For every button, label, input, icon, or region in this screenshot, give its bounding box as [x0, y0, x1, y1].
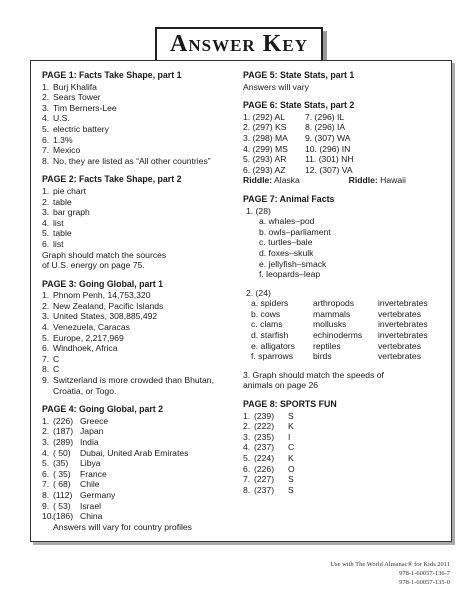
- answer-text: 12. (307) VA: [305, 164, 353, 175]
- answer-text: Switzerland is more crowded than Bhutan, Croatia, or Togo.: [53, 375, 214, 396]
- table-cell: arthropods: [313, 298, 355, 309]
- answer-text: Burj Khalifa: [53, 81, 97, 92]
- answer-text: 6. (293) AZ: [243, 164, 286, 175]
- table-cell: invertebrates: [378, 330, 428, 341]
- right-column: [243, 70, 446, 503]
- riddle-line: [243, 175, 446, 186]
- answer-text: K: [288, 453, 294, 463]
- footer-isbn: 978-1-60057-136-7: [399, 570, 450, 577]
- answer-text: 5. (293) AR: [243, 154, 287, 165]
- answer-text: Sears Tower: [53, 92, 101, 103]
- left-column: [42, 70, 238, 540]
- answer-text: table: [53, 228, 72, 239]
- note-text: Answers will vary: [243, 81, 309, 92]
- section-heading: PAGE 2: Facts Take Shape, part 2: [42, 174, 182, 185]
- table-cell: invertebrates: [378, 319, 428, 330]
- answer-text: 4. (299) MS: [243, 143, 288, 154]
- table-cell: vertebrates: [378, 308, 421, 319]
- section-heading: PAGE 8: SPORTS FUN: [243, 399, 337, 410]
- section-page-5: [243, 70, 446, 92]
- answer-text: 10. (296) IN: [305, 143, 351, 154]
- answer-text: C: [53, 353, 60, 364]
- section-page-7: [243, 194, 446, 391]
- table-cell: mammals: [313, 308, 351, 319]
- answer-text: New Zealand, Pacific Islands: [53, 300, 164, 311]
- answer-text: Mexico: [53, 145, 81, 156]
- answer-text: India: [80, 437, 99, 447]
- answer-text: United States, 308,885,492: [53, 311, 158, 322]
- table-cell: invertebrates: [378, 298, 428, 309]
- answer-text: 9. (307) WA: [305, 132, 351, 143]
- section-heading: PAGE 6: State Stats, part 2: [243, 100, 355, 111]
- question-number: 2. (24): [246, 287, 271, 298]
- section-page-6: [243, 100, 446, 186]
- table-cell: c. clams: [251, 319, 283, 330]
- answer-text: table: [53, 196, 72, 207]
- riddle-answer: Alaska: [274, 175, 300, 186]
- answer-text: K: [288, 421, 294, 432]
- answer-text: Tim Berners-Lee: [53, 102, 117, 113]
- table-cell: mollusks: [313, 319, 347, 330]
- answer-text: S: [288, 410, 294, 421]
- section-heading: PAGE 3: Going Global, part 1: [42, 278, 164, 289]
- table-cell: echinoderms: [313, 330, 363, 341]
- table-cell: e. alligators: [251, 340, 295, 351]
- answer-text: Chile: [80, 479, 100, 490]
- answer-text: d. foxes–skulk: [259, 247, 314, 258]
- answer-text: Windhoek, Africa: [53, 343, 118, 354]
- table-cell: reptiles: [313, 340, 341, 351]
- section-heading: PAGE 1: Facts Take Shape, part 1: [42, 70, 182, 80]
- table-cell: birds: [313, 351, 332, 362]
- answer-text: France: [80, 468, 107, 479]
- answer-text: Japan: [80, 426, 104, 437]
- answer-text: Germany: [80, 489, 116, 500]
- table-cell: d. starfish: [251, 330, 289, 341]
- answer-text: S: [288, 484, 294, 495]
- table-cell: vertebrates: [378, 340, 421, 351]
- answer-text: c. turtles–bale: [259, 237, 313, 248]
- answer-text: 7. (296) IL: [305, 111, 345, 122]
- section-page-2: PAGE 2: Facts Take Shape, part 2 1. pie chart 2. table 3. bar graph 4. list 5. table 6. list Graph should match the sources of U.S. energy on page 75.: [42, 174, 238, 270]
- answer-text: Israel: [80, 500, 102, 511]
- note-text: 3. Graph should match the speeds of animals on page 26: [243, 369, 384, 391]
- answer-text: list: [53, 238, 64, 249]
- answer-text: Greece: [80, 415, 109, 426]
- table-cell: f. sparrows: [251, 351, 294, 362]
- table-cell: vertebrates: [378, 351, 421, 362]
- footer-line: Use with The World Almanac® for Kids 2011: [330, 561, 450, 568]
- section-page-8: PAGE 8: SPORTS FUN 1. (239) S 2. (222) K 3. (235) I 4. (237) C 5. (224) K 6. (226) O 7. (227) S 8. (237) S: [243, 399, 446, 495]
- note-text: Graph should match the sources of U.S. energy on page 75.: [42, 249, 167, 271]
- question-number: 1. (28): [246, 205, 271, 216]
- riddle-label: Riddle:: [348, 175, 378, 186]
- answer-text: I: [288, 431, 291, 442]
- page-title: Answer Key: [155, 27, 323, 62]
- answer-text: b. owls–parliament: [259, 226, 331, 237]
- table-cell: b. cows: [251, 308, 281, 319]
- answer-text: No, they are listed as “All other countries”: [53, 155, 211, 166]
- section-page-1: PAGE 1: Facts Take Shape, part 1 1. Burj Khalifa 2. Sears Tower 3. Tim Berners-Lee 4. U.S. 5. electric battery 6. 1.3% 7. Mexico 8. No, they are listed as “All other countries”: [42, 70, 238, 166]
- answer-text: 2. (297) KS: [243, 122, 287, 133]
- riddle-label: Riddle:: [243, 175, 273, 186]
- answer-text: Libya: [80, 458, 101, 469]
- answer-text: Dubai, United Arab Emirates: [80, 447, 189, 458]
- answer-text: O: [288, 463, 295, 474]
- answer-text: China: [80, 511, 103, 522]
- answer-text: a. whales–pod: [259, 216, 315, 227]
- answer-text: bar graph: [53, 207, 90, 218]
- section-heading: PAGE 5: State Stats, part 1: [243, 70, 355, 80]
- section-page-3: PAGE 3: Going Global, part 1 1. Phnom Penh, 14,753,320 2. New Zealand, Pacific Islands 3. United States, 308,885,492 4. Venezuela, Caracas 5. Europe, 2,217,969 6. Windhoek, Africa 7. C 8. C 9. Switzerland is more crowded than Bhutan, Croatia, or Togo.: [42, 279, 238, 397]
- answer-text: f. leopards–leap: [259, 269, 321, 280]
- answer-text: U.S.: [53, 113, 70, 124]
- answer-text: C: [53, 364, 60, 375]
- answer-text: C: [288, 442, 295, 453]
- answer-text: e. jellyfish–smack: [259, 258, 327, 269]
- answer-text: 3. (298) MA: [243, 132, 288, 143]
- answer-text: S: [288, 474, 294, 485]
- section-heading: PAGE 7: Animal Facts: [243, 193, 335, 204]
- answer-text: 1.3%: [53, 134, 73, 145]
- answer-text: list: [53, 217, 64, 228]
- answer-text: pie chart: [53, 185, 86, 196]
- section-heading: PAGE 4: Going Global, part 2: [42, 404, 164, 415]
- riddle-answer: Hawaii: [380, 175, 406, 186]
- table-cell: a. spiders: [251, 298, 289, 309]
- answer-text: Phnom Penh, 14,753,320: [53, 290, 151, 301]
- note-text: Answers will vary for country profiles: [53, 521, 192, 532]
- animal-classification-table: [243, 298, 446, 362]
- answer-text: electric battery: [53, 123, 109, 134]
- state-stats-grid: [243, 112, 446, 176]
- answer-text: 11. (301) NH: [305, 154, 354, 165]
- answer-text: Venezuela, Caracas: [53, 322, 130, 333]
- section-page-4: PAGE 4: Going Global, part 2 1. (226) Greece 2. (187) Japan 3. (289) India 4. ( 50) Dubai, United Arab Emirates 5. (35) Libya 6. ( 35) France 7. ( 68) Chile 8. (112) Germany 9. ( 53) Israel 10.(186) China Answers will vary for country profiles: [42, 404, 238, 532]
- answer-text: Europe, 2,217,969: [53, 332, 124, 343]
- answer-text: 1. (292) AL: [243, 111, 286, 122]
- footer-isbn: 978-1-60057-135-0: [399, 579, 450, 586]
- answer-text: 8. (296) IA: [305, 122, 346, 133]
- footer: [330, 560, 450, 587]
